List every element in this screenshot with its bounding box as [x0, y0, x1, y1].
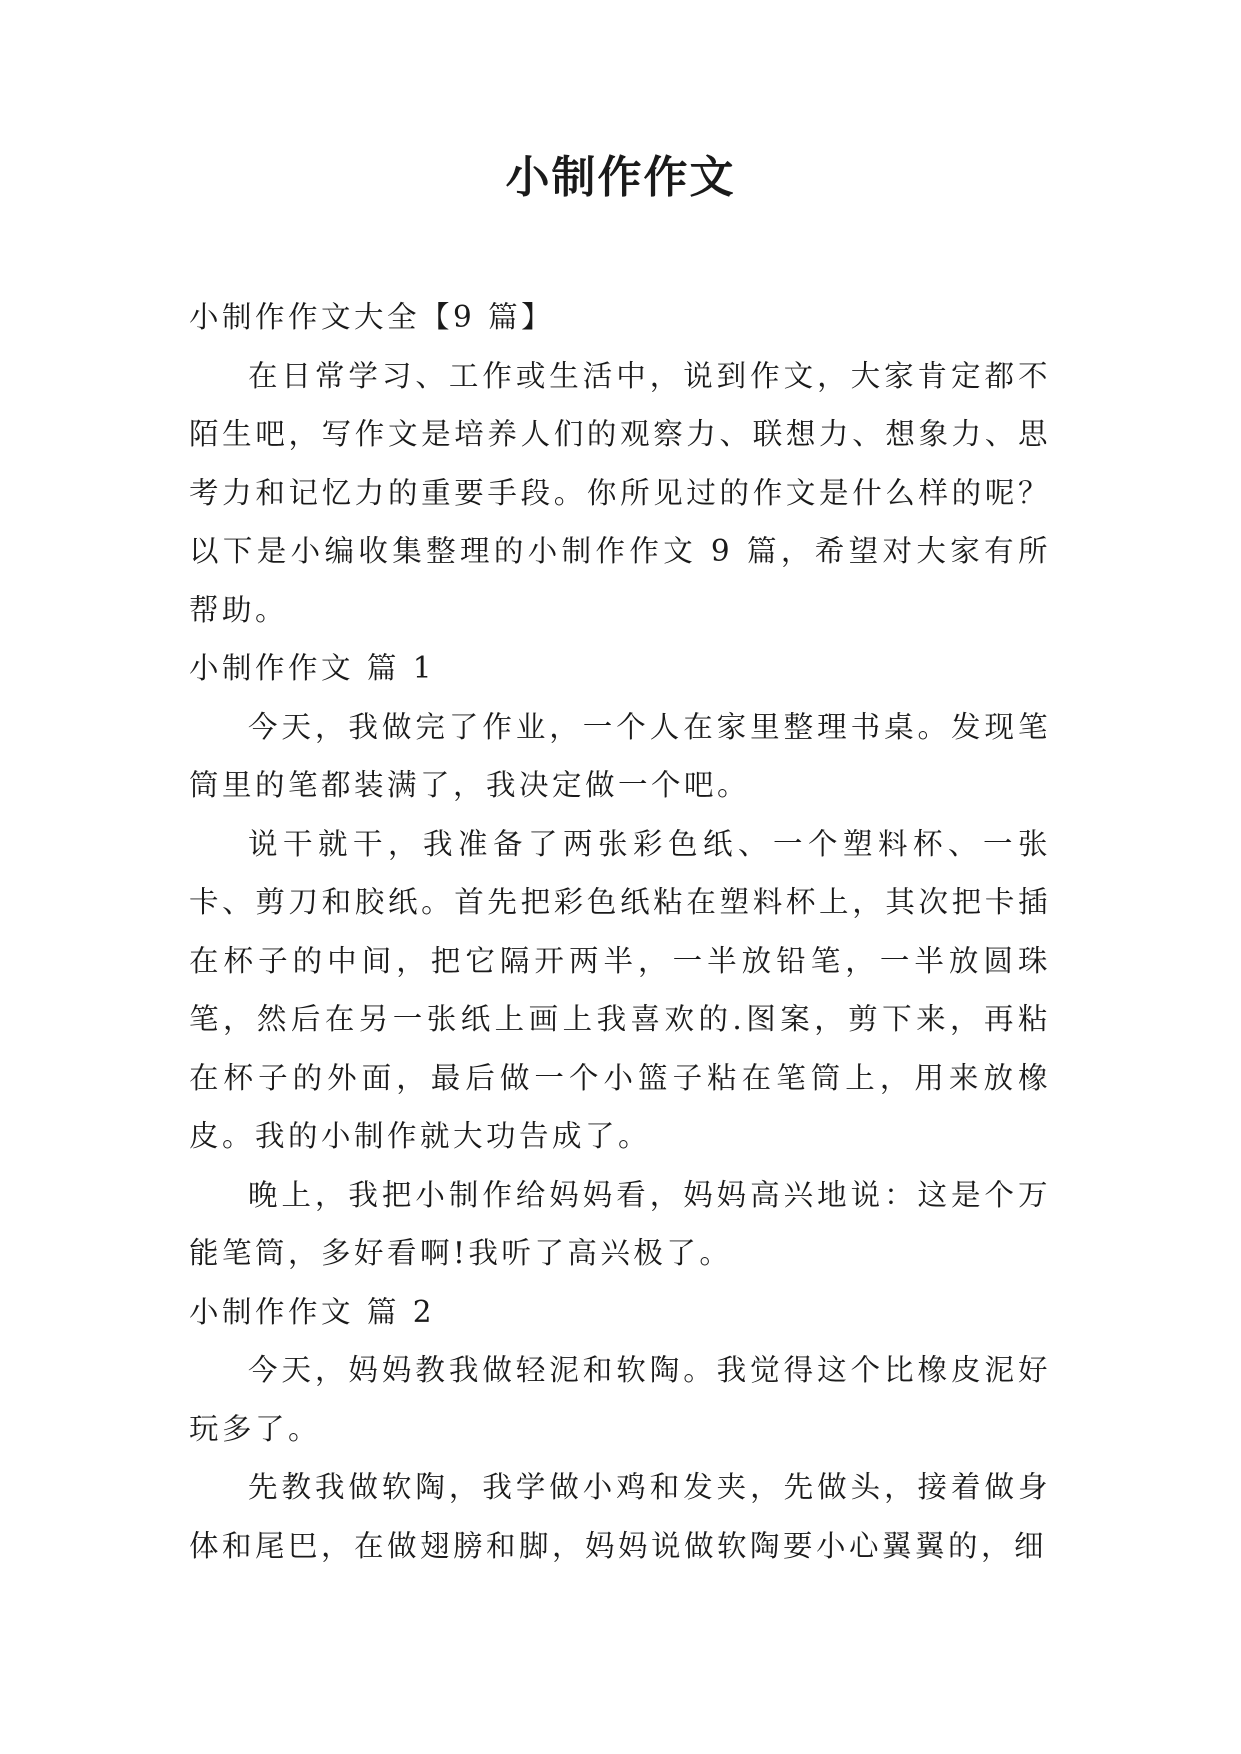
intro-paragraph: 在日常学习、工作或生活中，说到作文，大家肯定都不陌生吧，写作文是培养人们的观察力、联想力、想象力、思考力和记忆力的重要手段。你所见过的作文是什么样的呢？以下是小编收集整理的小制作作文 9 篇，希望对大家有所帮助。 — [189, 358, 1051, 627]
body-paragraph: 今天，妈妈教我做轻泥和软陶。我觉得这个比橡皮泥好玩多了。 — [189, 1353, 1051, 1446]
body-paragraph: 说干就干，我准备了两张彩色纸、一个塑料杯、一张卡、剪刀和胶纸。首先把彩色纸粘在塑料杯上，其次把卡插在杯子的中间，把它隔开两半，一半放铅笔，一半放圆珠笔，然后在另一张纸上画上我喜欢的.图案，剪下来，再粘在杯子的外面，最后做一个小篮子粘在笔筒上，用来放橡皮。我的小制作就大功告成了。 — [189, 826, 1051, 1153]
section-heading: 小制作作文 篇 2 — [189, 1294, 436, 1329]
body-paragraph: 晚上，我把小制作给妈妈看，妈妈高兴地说：这是个万能笔筒，多好看啊!我听了高兴极了。 — [189, 1177, 1051, 1270]
body-paragraph: 今天，我做完了作业，一个人在家里整理书桌。发现笔筒里的笔都装满了，我决定做一个吧。 — [189, 709, 1051, 802]
body-paragraph: 先教我做软陶，我学做小鸡和发夹，先做头，接着做身体和尾巴，在做翅膀和脚，妈妈说做软陶要小心翼翼的，细 — [189, 1470, 1051, 1563]
document-title: 小制作作文 — [505, 152, 736, 203]
document-body — [189, 288, 1051, 1575]
section-heading: 小制作作文 篇 1 — [189, 651, 436, 685]
document-subtitle: 小制作作文大全【9 篇】 — [189, 300, 555, 334]
